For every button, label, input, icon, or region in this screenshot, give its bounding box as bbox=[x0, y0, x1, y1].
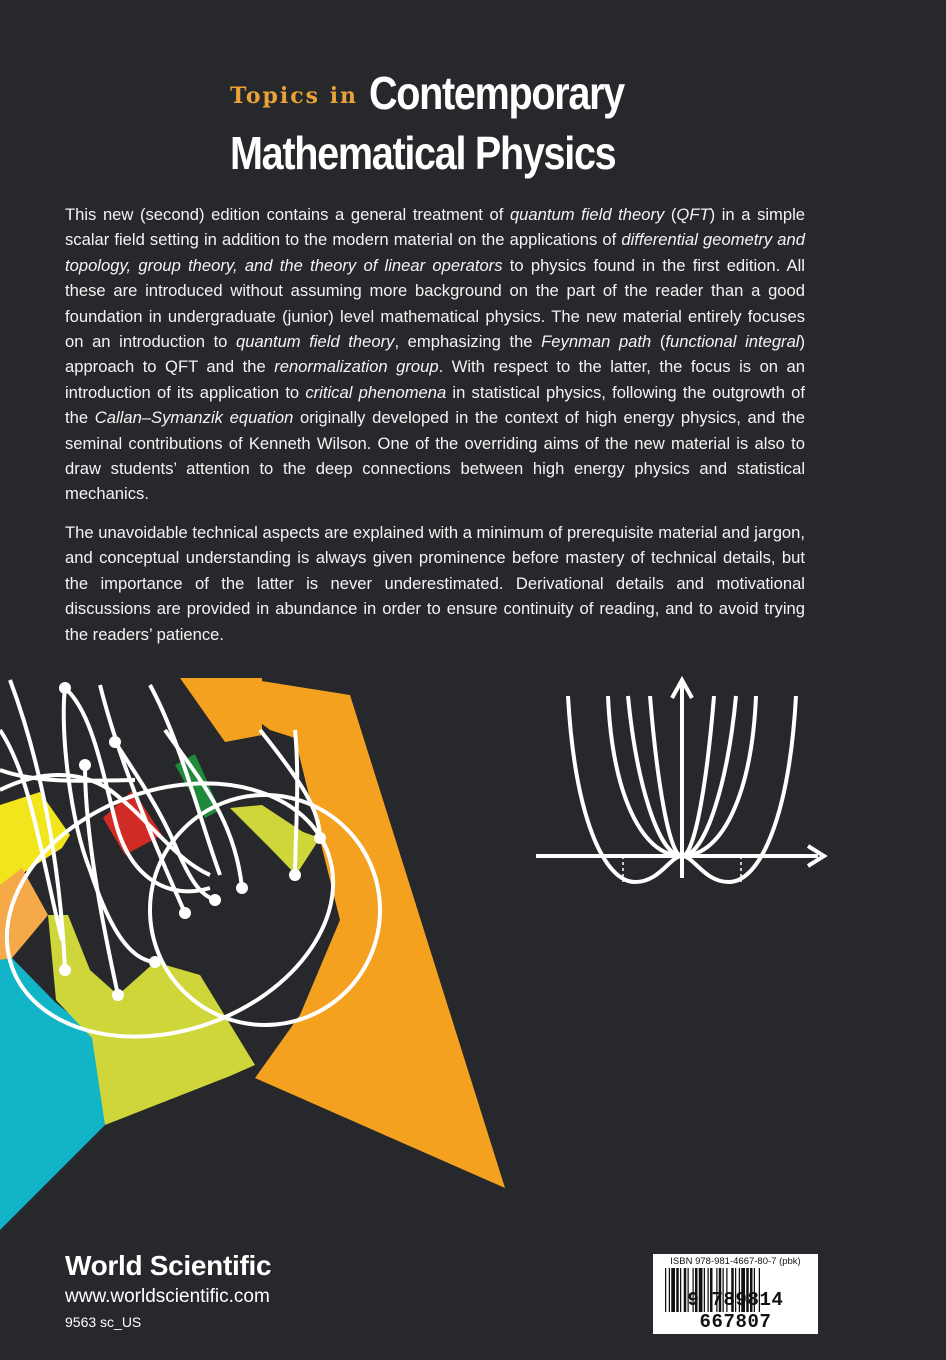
title-topics-in: Topics in bbox=[230, 83, 359, 109]
publisher-name: World Scientific bbox=[65, 1250, 272, 1281]
isbn-text: ISBN 978-981-4667-80-7 (pbk) bbox=[670, 1256, 801, 1267]
barcode-digits: 9 789814 667807 bbox=[687, 1289, 784, 1333]
blurb-paragraph-2: The unavoidable technical aspects are explained with a minimum of prerequisite material and jargon, and conceptual understanding is always given prominence before mastery of technical details, but the importance of the latter is never underestimated. Derivational details and motivational discussions are provided in abundance in order to ensure continuity of reading, and to avoid trying the readers’ patience. bbox=[65, 522, 805, 644]
potential-plot bbox=[536, 680, 824, 882]
lime-small-region bbox=[230, 805, 320, 875]
publisher-block bbox=[65, 1250, 271, 1330]
publisher-url[interactable]: www.worldscientific.com bbox=[65, 1286, 270, 1307]
orange-top-region bbox=[180, 678, 262, 742]
isbn-barcode bbox=[653, 1254, 818, 1334]
orange-region bbox=[205, 680, 505, 1188]
title-line-2: Mathematical Physics bbox=[230, 127, 616, 179]
product-code: 9563 sc_US bbox=[65, 1314, 142, 1330]
title-line-1 bbox=[230, 66, 665, 120]
title-contemporary: Contemporary bbox=[368, 67, 624, 119]
back-cover-blurb bbox=[65, 202, 805, 660]
blurb-paragraph-1: This new (second) edition contains a general treatment of quantum field theory (QFT) in a simple scalar field setting in addition to the modern material on the applications of differential geometry and topology, group theory, and the theory of linear operators to physics found in the first edition. All these are introduced without assuming more background on the part of the reader than a good foundation in undergraduate (junior) level mathematical physics. The new material entirely focuses on an introduction to quantum field theory, emphasizing the Feynman path (functional integral) approach to QFT and the renormalization group. With respect to the latter, the focus is on an introduction of its application to critical phenomena in statistical physics, following the outgrowth of the Callan–Symanzik equation originally developed in the context of high energy physics, and the seminal contributions of Kenneth Wilson. One of the overriding aims of the new material is also to draw students’ attention to the deep connections between high energy physics and statistical mechanics. bbox=[65, 205, 806, 504]
cover-illustration bbox=[0, 670, 946, 1230]
